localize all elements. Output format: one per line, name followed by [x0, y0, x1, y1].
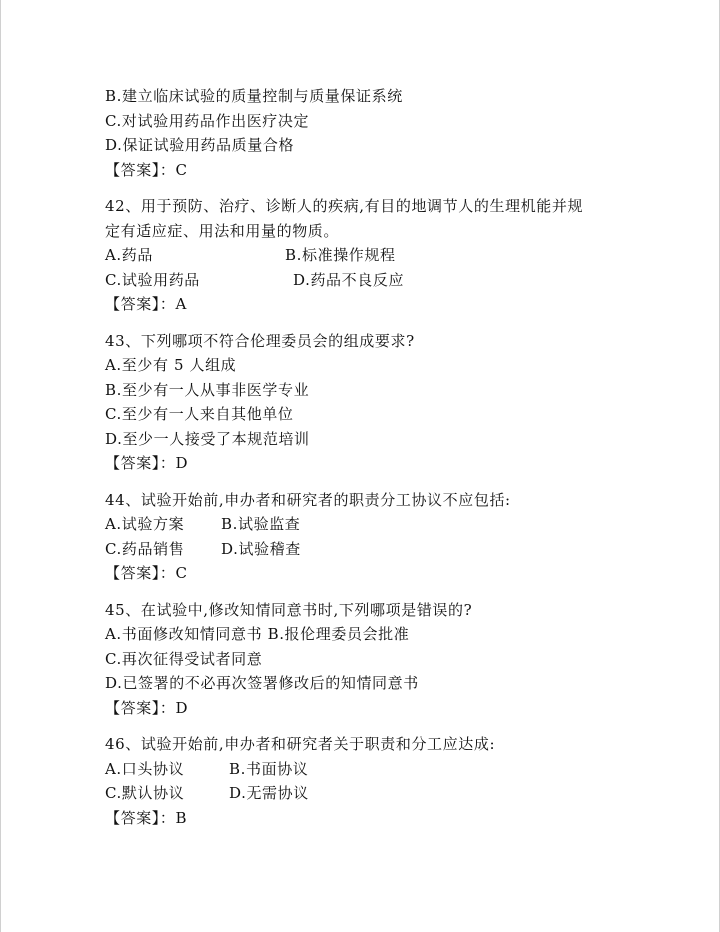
option-d: D.至少一人接受了本规范培训	[105, 429, 310, 448]
option-b: B.试验监查	[221, 515, 301, 533]
question-42-options-cd	[105, 268, 625, 293]
question-46-stem: 46、试验开始前,申办者和研究者关于职责和分工应达成:	[105, 735, 496, 753]
option-d: D.保证试验用药品质量合格	[105, 136, 295, 154]
option-a: A.试验方案	[105, 515, 185, 533]
option-d: D.已签署的不必再次签署修改后的知情同意书	[105, 674, 419, 692]
question-45-stem: 45、在试验中,修改知情同意书时,下列哪项是错误的?	[105, 600, 473, 619]
option-c: C.再次征得受试者同意	[105, 649, 263, 668]
option-a: A.口头协议	[105, 759, 185, 778]
question-43-stem: 43、下列哪项不符合伦理委员会的组成要求?	[105, 331, 415, 350]
question-42-stem-line2: 定有适应症、用法和用量的物质。	[105, 221, 340, 240]
option-b: B.标准操作规程	[285, 246, 396, 264]
answer-line: 【答案】：D	[105, 698, 189, 717]
option-d: D.无需协议	[229, 784, 309, 802]
option-a: A.至少有 5 人组成	[105, 356, 237, 374]
option-c: C.对试验用药品作出医疗决定	[105, 111, 310, 130]
option-b: B.至少有一人从事非医学专业	[105, 380, 310, 399]
answer-line: 【答案】：B	[105, 808, 188, 827]
answer-line: 【答案】：C	[105, 160, 188, 179]
question-46-options-cd	[105, 781, 625, 806]
option-d: D.药品不良反应	[293, 270, 405, 289]
option-c: C.至少有一人来自其他单位	[105, 405, 294, 423]
option-a: A.药品	[105, 246, 154, 264]
option-d: D.试验稽查	[221, 539, 301, 558]
option-c: C.药品销售	[105, 539, 185, 558]
page-content	[105, 84, 625, 830]
question-42-stem-line1: 42、用于预防、治疗、诊断人的疾病,有目的地调节人的生理机能并规	[105, 197, 584, 215]
option-c: C.默认协议	[105, 784, 185, 802]
question-44-options-ab	[105, 512, 625, 537]
option-b: B.建立临床试验的质量控制与质量保证系统	[105, 87, 403, 105]
question-46-options-ab	[105, 757, 625, 782]
answer-line: 【答案】：C	[105, 564, 188, 582]
question-44-stem: 44、试验开始前,申办者和研究者的职责分工协议不应包括:	[105, 490, 511, 509]
option-b: B.书面协议	[229, 759, 309, 778]
question-45-options-ab: A.书面修改知情同意书 B.报伦理委员会批准	[105, 625, 410, 643]
option-c: C.试验用药品	[105, 270, 200, 289]
question-42-options-ab	[105, 243, 625, 268]
answer-line: 【答案】：D	[105, 454, 189, 472]
answer-line: 【答案】：A	[105, 295, 187, 313]
question-44-options-cd	[105, 537, 625, 562]
